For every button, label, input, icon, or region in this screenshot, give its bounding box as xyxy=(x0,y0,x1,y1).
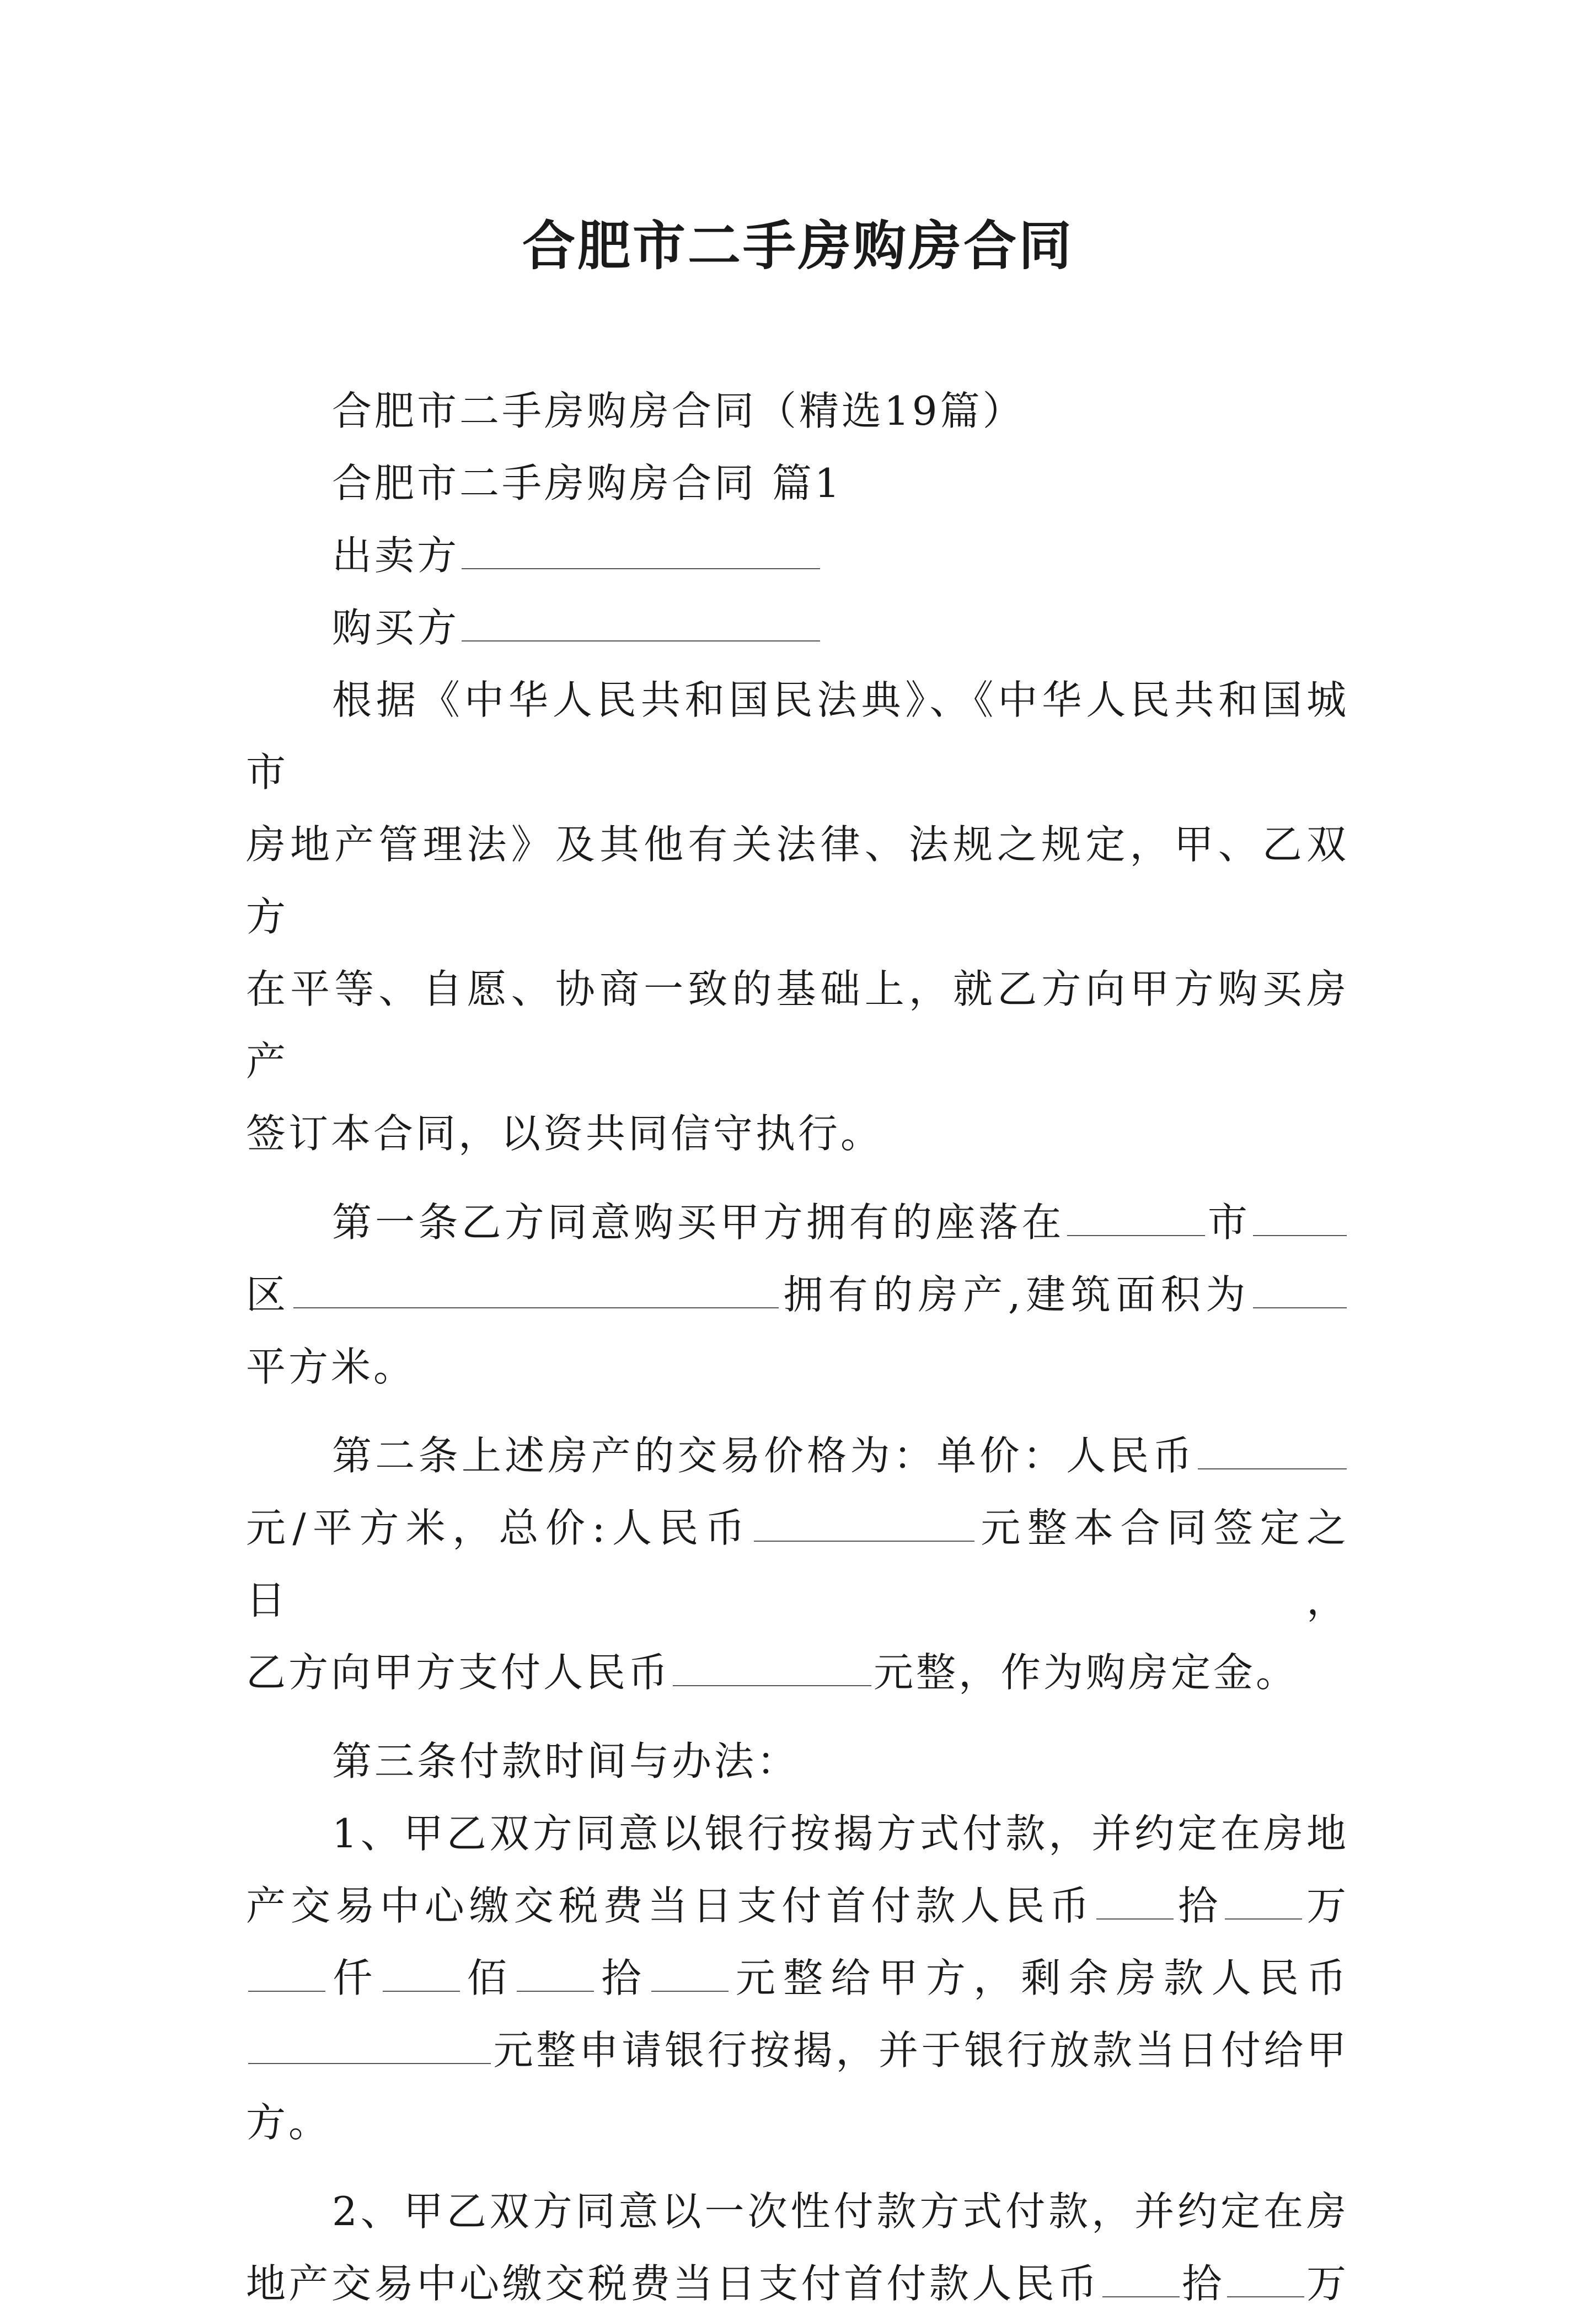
article3-p2-line xyxy=(246,2248,1349,2320)
area-blank[interactable] xyxy=(1253,1271,1347,1308)
section-heading: 合肥市二手房购房合同 篇1 xyxy=(332,460,843,506)
preamble-line: 房地产管理法》及其他有关法律、法规之规定，甲、乙双方 xyxy=(246,821,1349,940)
article3-text: 元整给甲方，剩余房款人民币 xyxy=(730,1955,1349,2001)
article3-p1-line xyxy=(246,2014,1349,2087)
article3-text: 元整申请银行按揭，并于银行放款当日付给甲 xyxy=(493,2027,1349,2073)
article1-text: 市 xyxy=(1207,1199,1251,1245)
buyer-label: 购买方 xyxy=(332,605,460,651)
article3-p1-line xyxy=(246,1942,1349,2014)
article3-text: 产交易中心缴交税费当日支付首付款人民币 xyxy=(246,1883,1095,1929)
article3-p1-line xyxy=(246,1870,1349,1942)
article2-text: 元/平方米，总价:人民币 xyxy=(246,1505,752,1551)
preamble-line: 在平等、自愿、协商一致的基础上，就乙方向甲方购买房产 xyxy=(246,966,1349,1084)
article2-text: 第二条上述房产的交易价格为：单价：人民币 xyxy=(332,1432,1196,1479)
document-title: 合肥市二手房购房合同 xyxy=(522,215,1074,277)
article3-text: 仟 xyxy=(328,1955,381,2001)
article2-line xyxy=(246,1420,1349,1492)
city-blank[interactable] xyxy=(1067,1199,1205,1236)
article3-text: 万 xyxy=(1304,1883,1349,1929)
article3-text: 佰 xyxy=(462,1955,515,2001)
article3-heading: 第三条付款时间与办法： xyxy=(332,1738,800,1784)
buyer-blank[interactable] xyxy=(462,604,820,642)
article3-p1-line: 1、甲乙双方同意以银行按揭方式付款，并约定在房地 xyxy=(332,1810,1349,1857)
article2-text: 元整本合同签定之日， xyxy=(246,1505,1349,1623)
article1-text: 第一条乙方同意购买甲方拥有的座落在 xyxy=(332,1199,1065,1245)
seller-line xyxy=(246,520,1349,592)
article1-text: 拥有的房产,建筑面积为 xyxy=(780,1271,1251,1318)
buyer-line xyxy=(246,592,1349,664)
article1-text: 平方米。 xyxy=(246,1344,416,1390)
amount-blank[interactable] xyxy=(1227,2260,1304,2297)
total-price-blank[interactable] xyxy=(754,1504,974,1542)
article1-text: 区 xyxy=(246,1271,291,1318)
article2-text: 元整，作为购房定金。 xyxy=(874,1649,1299,1696)
remaining-amount-blank[interactable] xyxy=(248,2027,491,2064)
amount-blank[interactable] xyxy=(517,1954,594,1992)
amount-blank[interactable] xyxy=(248,1954,325,1992)
article3-p2-line: 2、甲乙双方同意以一次性付款方式付款，并约定在房 xyxy=(332,2188,1349,2235)
article1-line xyxy=(246,1259,1349,1331)
amount-blank[interactable] xyxy=(651,1954,729,1992)
article2-text: 乙方向甲方支付人民币 xyxy=(246,1649,671,1696)
address-blank[interactable] xyxy=(293,1271,779,1308)
preamble-line: 根据《中华人民共和国民法典》、《中华人民共和国城市 xyxy=(246,677,1349,795)
district-blank[interactable] xyxy=(1253,1199,1347,1236)
article3-p1-line: 方。 xyxy=(246,2099,331,2146)
seller-blank[interactable] xyxy=(462,532,820,569)
unit-price-blank[interactable] xyxy=(1198,1432,1347,1469)
subtitle: 合肥市二手房购房合同（精选19篇） xyxy=(332,388,1025,434)
article1-line xyxy=(246,1186,1349,1259)
amount-blank[interactable] xyxy=(1102,2260,1180,2297)
article1-line xyxy=(246,1331,1349,1403)
article3-text: 地产交易中心缴交税费当日支付首付款人民币 xyxy=(246,2260,1100,2307)
amount-blank[interactable] xyxy=(1225,1882,1302,1920)
seller-label: 出卖方 xyxy=(332,532,460,579)
article3-text: 拾 xyxy=(596,1955,649,2001)
amount-blank[interactable] xyxy=(1096,1882,1174,1920)
article2-line xyxy=(246,1492,1349,1637)
document-body xyxy=(246,375,1349,2320)
preamble-line: 签订本合同，以资共同信守执行。 xyxy=(246,1110,883,1157)
article2-line xyxy=(246,1637,1349,1709)
deposit-blank[interactable] xyxy=(673,1649,871,1686)
article3-text: 拾 xyxy=(1176,1883,1223,1929)
article3-text: 拾 xyxy=(1181,2260,1225,2307)
amount-blank[interactable] xyxy=(383,1954,460,1992)
article3-text: 万 xyxy=(1306,2260,1349,2307)
